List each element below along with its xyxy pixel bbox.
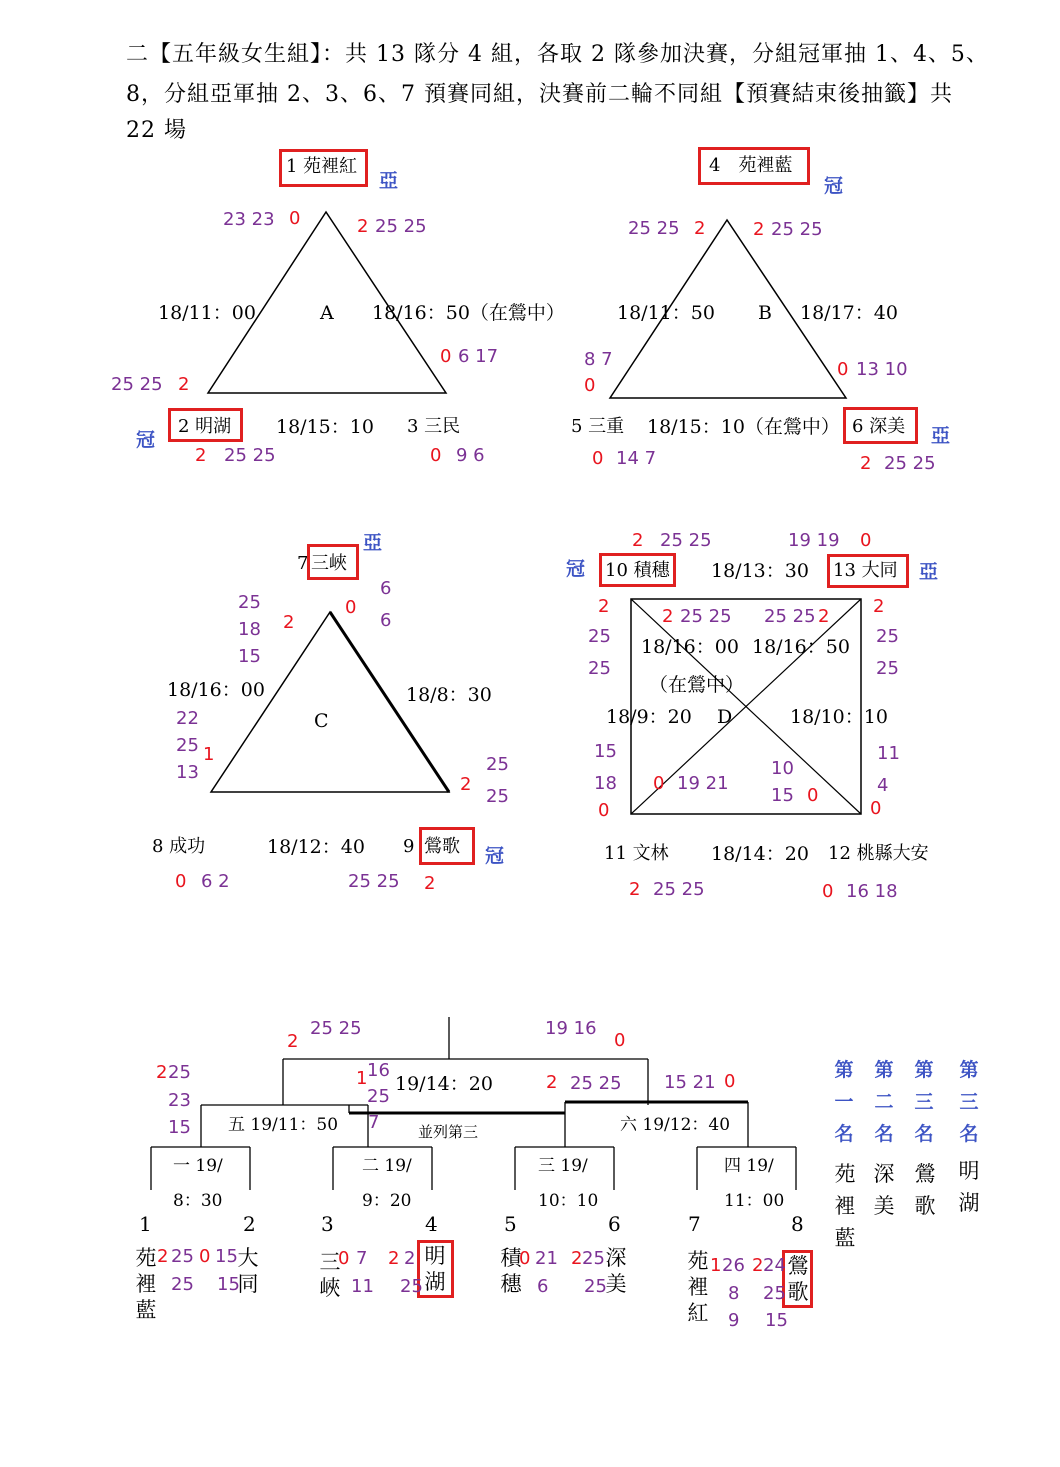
match-time: 18/16：00 (167, 679, 265, 701)
score: 25 25 (570, 1073, 622, 1094)
score: 2 (694, 218, 706, 239)
match-time: 18/16：50（在鶯中） (372, 302, 565, 324)
score: 2 (598, 596, 610, 617)
score: 18 (238, 619, 261, 640)
match-time: 18/16：00 (641, 636, 739, 658)
score: 2 (178, 374, 190, 395)
champion-label: 冠 (824, 175, 844, 197)
score: 0 (440, 346, 452, 367)
match-4-time: 11：00 (724, 1191, 785, 1211)
champion-label: 冠 (136, 429, 156, 451)
score: 19 19 (788, 530, 840, 551)
score: 23 23 (223, 209, 275, 230)
score: 25 25 (224, 445, 276, 466)
team-10-jisui: 10 積穗 (605, 560, 670, 581)
rank-label-2nd: 第二名 (874, 1059, 894, 1145)
rank-label-3rd: 第三名 (914, 1059, 934, 1145)
header-line-3: 22 場 (126, 118, 187, 143)
score: 22 (176, 708, 199, 729)
score: 2 (404, 1248, 416, 1269)
score: 25 25 (348, 871, 400, 892)
score: 8 (728, 1283, 740, 1304)
score: 8 7 (584, 349, 613, 370)
team-12-taoxian-daan: 12 桃縣大安 (828, 843, 929, 864)
score: 25 25 (680, 606, 732, 627)
match-time: 18/15：10 (276, 416, 374, 438)
bracket-position: 7 (688, 1212, 701, 1236)
group-letter-c: C (314, 710, 329, 732)
team-11-wenlin: 11 文林 (604, 843, 669, 864)
team-9-number: 9 (403, 836, 415, 857)
score: 0 (430, 445, 442, 466)
tie-third-label: 並列第三 (418, 1123, 479, 1141)
bracket-team-sanxia: 三峽 (319, 1250, 341, 1300)
match-time: 18/13：30 (711, 560, 809, 582)
match-time: 18/10：10 (790, 706, 888, 728)
team-9-yingge: 鶯歌 (424, 836, 460, 857)
score: 23 (168, 1090, 191, 1111)
score: 0 (860, 530, 872, 551)
match-time: 18/11：50 (617, 302, 715, 324)
score: 18 (594, 773, 617, 794)
score: 25 25 (375, 216, 427, 237)
bracket-position: 2 (243, 1212, 256, 1236)
score: 0 (653, 773, 665, 794)
score: 2 (156, 1062, 168, 1083)
bracket-team-yuanli-red: 苑裡紅 (687, 1249, 709, 1325)
score: 15 (217, 1274, 240, 1295)
score: 25 (588, 626, 611, 647)
team-7-number: 7 (297, 553, 309, 574)
score: 13 10 (856, 359, 908, 380)
score: 2 (818, 606, 830, 627)
score: 25 25 (653, 879, 705, 900)
score: 15 21 (664, 1072, 716, 1093)
score: 25 25 (884, 453, 936, 474)
bracket-position: 5 (504, 1212, 517, 1236)
rank-team-1st: 苑裡藍 (834, 1162, 856, 1250)
team-7-sanxia: 三峽 (311, 553, 347, 574)
team-8-chenggong: 8 成功 (152, 836, 206, 857)
score: 2 (571, 1248, 583, 1269)
score: 15 (215, 1246, 238, 1267)
bracket-team-minghu: 明湖 (424, 1244, 446, 1294)
score: 9 6 (456, 445, 485, 466)
match-time: 18/12：40 (267, 836, 365, 858)
header-line-1: 二【五年級女生組】：共 13 隊分 4 組，各取 2 隊參加決賽，分組冠軍抽 1、4、5、 (126, 42, 989, 67)
rank-team-2nd: 深美 (873, 1162, 895, 1218)
score: 0 (592, 448, 604, 469)
score: 11 (351, 1276, 374, 1297)
score: 2 (195, 445, 207, 466)
score: 25 (582, 1248, 605, 1269)
score: 4 (877, 775, 889, 796)
score: 25 (486, 754, 509, 775)
score: 19 21 (677, 773, 729, 794)
score: 2 (629, 879, 641, 900)
score: 0 (724, 1071, 736, 1092)
score: 16 (367, 1060, 390, 1081)
runner-up-label: 亞 (379, 170, 399, 192)
score: 0 (584, 375, 596, 396)
runner-up-label: 亞 (931, 425, 951, 447)
team-6-shenmei: 6 深美 (852, 416, 906, 437)
score: 2 (873, 596, 885, 617)
bracket-team-shenmei: 深美 (605, 1246, 627, 1296)
score: 25 (171, 1246, 194, 1267)
score: 26 (722, 1255, 745, 1276)
score: 25 (367, 1086, 390, 1107)
score: 1 (710, 1255, 722, 1276)
score: 25 (400, 1276, 423, 1297)
team-4-yuanli-blue: 4 苑裡藍 (709, 155, 793, 176)
match-2-time: 9：20 (362, 1191, 412, 1211)
score: 25 (763, 1283, 786, 1304)
score: 0 (338, 1248, 350, 1269)
score: 25 (176, 735, 199, 756)
score: 0 (289, 208, 301, 229)
score: 25 (486, 786, 509, 807)
group-letter-a: A (320, 302, 334, 324)
score: 25 25 (660, 530, 712, 551)
team-2-minghu: 2 明湖 (178, 416, 232, 437)
score: 15 (594, 741, 617, 762)
score: 15 (765, 1310, 788, 1331)
score: 15 (168, 1117, 191, 1138)
score: 2 (662, 606, 674, 627)
rank-team-3rd: 鶯歌 (914, 1162, 936, 1218)
score: 21 (535, 1248, 558, 1269)
score: 2 (388, 1248, 400, 1269)
score: 19 16 (545, 1018, 597, 1039)
score: 0 (837, 359, 849, 380)
score: 0 (598, 800, 610, 821)
score: 7 (368, 1112, 380, 1133)
score: 25 25 (771, 219, 823, 240)
score: 25 (238, 592, 261, 613)
score: 25 (168, 1062, 191, 1083)
score: 16 18 (846, 881, 898, 902)
score: 6 17 (458, 346, 499, 367)
match-3-date: 三 19/ (538, 1156, 588, 1176)
runner-up-label: 亞 (363, 532, 383, 554)
score: 25 (588, 658, 611, 679)
score: 2 (287, 1031, 299, 1052)
bracket-position: 8 (791, 1212, 804, 1236)
bracket-position: 6 (608, 1212, 621, 1236)
score: 25 25 (764, 606, 816, 627)
score: 6 2 (201, 871, 230, 892)
score: 25 (584, 1276, 607, 1297)
rank-team-3rd-tie: 明湖 (958, 1159, 980, 1215)
score: 6 (380, 578, 392, 599)
score: 25 (876, 658, 899, 679)
score: 0 (614, 1030, 626, 1051)
bracket-team-yuanli-blue: 苑裡藍 (135, 1246, 157, 1322)
match-time: 18/17：40 (800, 302, 898, 324)
header-line-2: 8，分組亞軍抽 2、3、6、7 預賽同組，決賽前二輪不同組【預賽結束後抽籤】共 (126, 82, 953, 107)
score: 2 (460, 774, 472, 795)
champion-label: 冠 (485, 845, 505, 867)
score: 24 (763, 1255, 786, 1276)
score: 13 (176, 762, 199, 783)
rank-label-3rd-tie: 第三名 (959, 1059, 979, 1145)
match-1-date: 一 19/ (173, 1156, 223, 1176)
score: 14 7 (616, 448, 657, 469)
score: 6 (537, 1276, 549, 1297)
score: 0 (519, 1248, 531, 1269)
final-time: 19/14：20 (395, 1073, 493, 1095)
match-time: 18/9：20 (606, 706, 692, 728)
venue-note: （在鶯中） (649, 674, 745, 696)
bracket-team-jisui: 積穗 (500, 1246, 522, 1296)
rank-label-1st: 第一名 (834, 1059, 854, 1145)
bracket-team-yingge: 鶯歌 (787, 1254, 809, 1304)
team-13-datong: 13 大同 (833, 560, 898, 581)
score: 7 (356, 1248, 368, 1269)
group-letter-b: B (758, 302, 772, 324)
bracket-position: 4 (425, 1212, 438, 1236)
match-4-date: 四 19/ (724, 1156, 774, 1176)
match-time: 18/11：00 (158, 302, 256, 324)
team-3-sanmin: 3 三民 (407, 416, 461, 437)
bracket-position: 1 (139, 1212, 152, 1236)
score: 0 (870, 798, 882, 819)
score: 2 (357, 216, 369, 237)
score: 2 (546, 1072, 558, 1093)
score: 6 (380, 610, 392, 631)
score: 15 (771, 785, 794, 806)
score: 1 (203, 744, 215, 765)
match-2-date: 二 19/ (362, 1156, 412, 1176)
score: 2 (753, 219, 765, 240)
score: 25 25 (111, 374, 163, 395)
score: 0 (199, 1246, 211, 1267)
match-time: 18/14：20 (711, 843, 809, 865)
score: 0 (175, 871, 187, 892)
score: 25 (876, 626, 899, 647)
score: 11 (877, 743, 900, 764)
score: 2 (157, 1246, 169, 1267)
score: 9 (728, 1310, 740, 1331)
champion-label: 冠 (566, 558, 586, 580)
score: 2 (424, 873, 436, 894)
match-3-time: 10：10 (538, 1191, 599, 1211)
score: 15 (238, 646, 261, 667)
score: 2 (283, 612, 295, 633)
bracket-team-datong: 大同 (237, 1246, 259, 1296)
score: 0 (807, 785, 819, 806)
match-time: 18/16：50 (752, 636, 850, 658)
match-time: 18/8：30 (406, 684, 492, 706)
team-1-yuanli-red: 1 苑裡紅 (286, 156, 358, 177)
score: 0 (822, 881, 834, 902)
bracket-position: 3 (321, 1212, 334, 1236)
match-6-time: 六 19/12：40 (620, 1115, 731, 1135)
score: 2 (752, 1255, 764, 1276)
score: 0 (345, 597, 357, 618)
match-5-time: 五 19/11：50 (228, 1115, 339, 1135)
group-letter-d: D (717, 706, 733, 728)
team-5-sanchong: 5 三重 (571, 416, 625, 437)
score: 10 (771, 758, 794, 779)
score: 2 (632, 530, 644, 551)
runner-up-label: 亞 (919, 561, 939, 583)
score: 2 (860, 453, 872, 474)
score: 25 25 (310, 1018, 362, 1039)
match-time: 18/15：10（在鶯中） (647, 416, 840, 438)
score: 25 25 (628, 218, 680, 239)
match-1-time: 8：30 (173, 1191, 223, 1211)
score: 1 (356, 1068, 368, 1089)
score: 25 (171, 1274, 194, 1295)
